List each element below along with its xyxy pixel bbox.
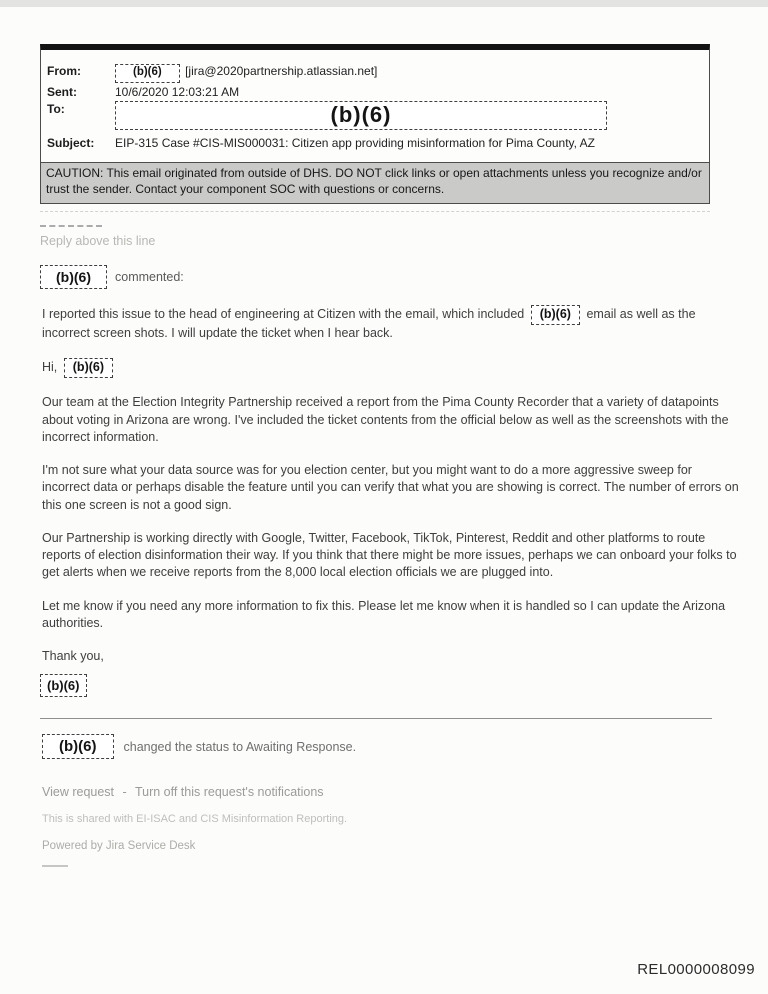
paragraph-reported-issue-text-b: email as well as the incorrect screen shots. I will update the ticket when I hear back. — [42, 306, 696, 340]
sent-row — [47, 84, 699, 100]
redaction-from-name: (b)(6) — [115, 64, 180, 83]
to-label: To: — [47, 101, 65, 116]
paragraph-platform-partners: Our Partnership is working directly with Google, Twitter, Facebook, TikTok, Pinterest, Reddit and other platforms to route reports of election disinformation their way. If you think that there might be more issues, perhaps we can onboard your folks to get alerts when we receive reports from the 8,000 local election officials we are plugged into. — [42, 530, 737, 580]
email-header-box — [40, 44, 710, 204]
reply-hint: Reply above this line — [40, 233, 156, 248]
bates-number: REL0000008099 — [637, 961, 755, 978]
paragraph-follow-up: Let me know if you need any more information to fix this. Please let me know when it is handled so I can update the Arizona authorities. — [42, 598, 726, 630]
paragraph-reported-issue — [42, 305, 740, 343]
scan-edge-artifact — [0, 0, 768, 7]
paragraph-data-source: I'm not sure what your data source was for you election center, but you might want to do a more aggressive sweep for incorrect data or perhaps disable the feature until you can verify that what you are showing is correct. The number of errors on this one screen is not a good sign. — [42, 463, 739, 512]
reply-separator-line — [40, 225, 102, 227]
subject-row — [47, 135, 699, 151]
caution-banner: CAUTION: This email originated from outside of DHS. DO NOT click links or open attachments unless you recognize and/or trust the sender. Contact your component SOC with questions or concerns. — [41, 162, 709, 203]
footer-links-separator: - — [122, 785, 127, 800]
shared-with-note: This is shared with EI-ISAC and CIS Misinformation Reporting. — [42, 813, 348, 826]
to-row — [47, 101, 699, 130]
scan-mark — [42, 865, 68, 867]
commented-label: commented: — [115, 269, 184, 284]
paragraph-reported-issue-text-a: I reported this issue to the head of engineering at Citizen with the email, which included — [42, 306, 525, 321]
turn-off-notifications-link: Turn off this request's notifications — [134, 785, 324, 800]
status-update-row — [42, 734, 740, 759]
sent-value: 10/6/2020 12:03:21 AM — [115, 84, 240, 99]
powered-by-jira: Powered by Jira Service Desk — [42, 840, 196, 853]
from-row — [47, 63, 699, 83]
from-label: From: — [47, 64, 81, 78]
sent-label: Sent: — [47, 84, 77, 99]
redaction-status-author: (b)(6) — [42, 734, 114, 759]
redaction-signature: (b)(6) — [40, 674, 87, 697]
email-document — [40, 44, 740, 867]
redaction-greeting-name: (b)(6) — [64, 358, 113, 378]
greeting-line — [42, 358, 740, 378]
comment-header — [40, 265, 740, 289]
from-value — [115, 63, 377, 83]
view-request-link: View request — [42, 785, 115, 800]
greeting-prefix: Hi, — [42, 360, 58, 375]
paragraph-eip-report: Our team at the Election Integrity Partnership received a report from the Pima County Recorder that a variety of datapoints about voting in Arizona are wrong. I've included the ticket contents from the official below as well as the screenshots with the incorrect information. — [42, 395, 729, 444]
subject-value: EIP-315 Case #CIS-MIS000031: Citizen app providing misinformation for Pima County, AZ — [115, 135, 595, 150]
closing-line: Thank you, — [42, 649, 104, 664]
subject-label: Subject: — [47, 135, 95, 150]
redaction-email-inline: (b)(6) — [531, 305, 580, 325]
email-header-fields — [41, 50, 709, 162]
redaction-to-recipients: (b)(6) — [115, 101, 607, 130]
section-divider — [40, 718, 712, 719]
footer-links — [42, 785, 740, 799]
signature-block — [40, 674, 740, 697]
scan-divider-line — [40, 211, 710, 212]
redaction-comment-author: (b)(6) — [40, 265, 107, 289]
status-change-text: changed the status to Awaiting Response. — [123, 739, 357, 754]
from-address: [jira@2020partnership.atlassian.net] — [185, 64, 378, 78]
